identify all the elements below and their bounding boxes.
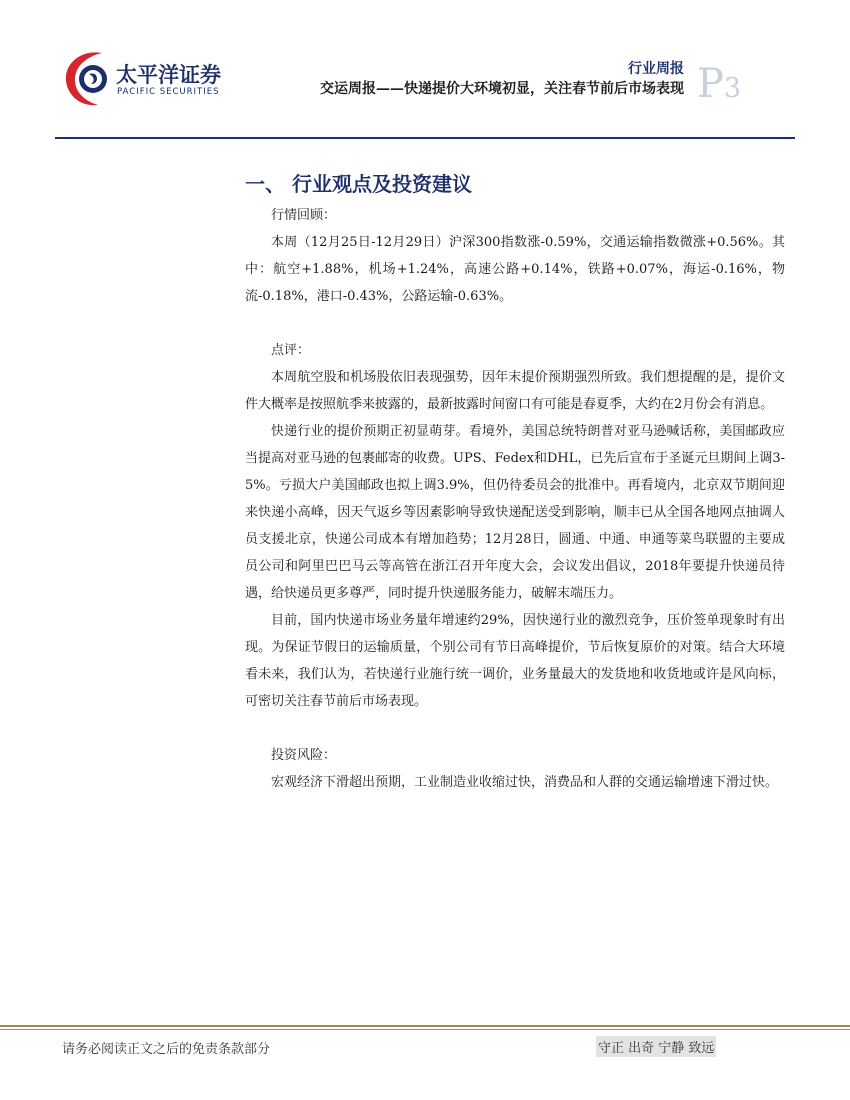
report-category: 行业周报: [628, 61, 684, 77]
risk-label: 投资风险：: [271, 748, 337, 763]
logo-text-en: PACIFIC SECURITIES: [117, 87, 220, 97]
comment-paragraph-2: 快递行业的提价预期正初显萌芽。看境外，美国总统特朗普对亚马逊喊话称，美国邮政应当提高对亚马逊的包裹邮寄的收费。UPS、Fedex和DHL，已先后宣布于圣诞元旦期间上调3-5%。亏损大户美国邮政也拟上调3.9%，但仍待委员会的批准中。再看境内，北京双节期间迎来快递小高峰，因天气返乡等因素影响导致快递配送受到影响，顺丰已从全国各地网点抽调人员支援北京，快递公司成本有增加趋势；12月28日，圆通、中通、申通等菜鸟联盟的主要成员公司和阿里巴巴马云等高管在浙江召开年度大会，会议发出倡议，2018年要提升快递员待遇，给快递员更多尊严，同时提升快递服务能力，破解末端压力。: [245, 424, 786, 601]
section-heading: 一、 行业观点及投资建议: [245, 172, 472, 196]
report-title: 交运周报——快递提价大环境初显，关注春节前后市场表现: [320, 81, 684, 97]
market-review-paragraph: 本周（12月25日-12月29日）沪深300指数涨-0.59%，交通运输指数微涨+0.56%。其中：航空+1.88%，机场+1.24%，高速公路+0.14%，铁路+0.07%，海运-0.16%，物流-0.18%，港口-0.43%，公路运输-0.63%。: [245, 235, 785, 304]
logo-emblem-icon: [62, 47, 114, 109]
footer-divider-thin: [0, 1029, 850, 1030]
risk-paragraph: 宏观经济下滑超出预期，工业制造业收缩过快，消费品和人群的交通运输增速下滑过快。: [271, 775, 779, 790]
page-number: [697, 61, 742, 109]
footer-disclaimer: 请务必阅读正文之后的免责条款部分: [62, 1042, 271, 1057]
report-body: [245, 202, 785, 796]
comment-paragraph-1: 本周航空股和机场股依旧表现强势，因年末提价预期强烈所致。我们想提醒的是，提价文件大概率是按照航季来披露的，最新披露时间窗口有可能是春夏季，大约在2月份会有消息。: [245, 370, 785, 412]
page-letter: P: [697, 61, 724, 107]
spacer: [245, 715, 785, 742]
market-review-label: 行情回顾：: [271, 208, 337, 223]
logo-text-cn: 太平洋证券: [116, 63, 221, 87]
comment-label: 点评：: [271, 343, 311, 358]
page-digit: 3: [723, 73, 742, 104]
header-divider: [55, 137, 795, 139]
spacer: [245, 310, 785, 337]
company-logo: [62, 47, 237, 109]
footer-motto: 守正 出奇 宁静 致远: [596, 1036, 716, 1057]
comment-paragraph-3: 目前，国内快递市场业务量年增速约29%，因快递行业的激烈竞争，压价签单现象时有出现。为保证节假日的运输质量，个别公司有节日高峰提价，节后恢复原价的对策。结合大环境看未来，我们认为，若快递行业施行统一调价，业务量最大的发货地和收货地或许是风向标，可密切关注春节前后市场表现。: [245, 613, 785, 709]
footer-divider: [0, 1025, 850, 1027]
